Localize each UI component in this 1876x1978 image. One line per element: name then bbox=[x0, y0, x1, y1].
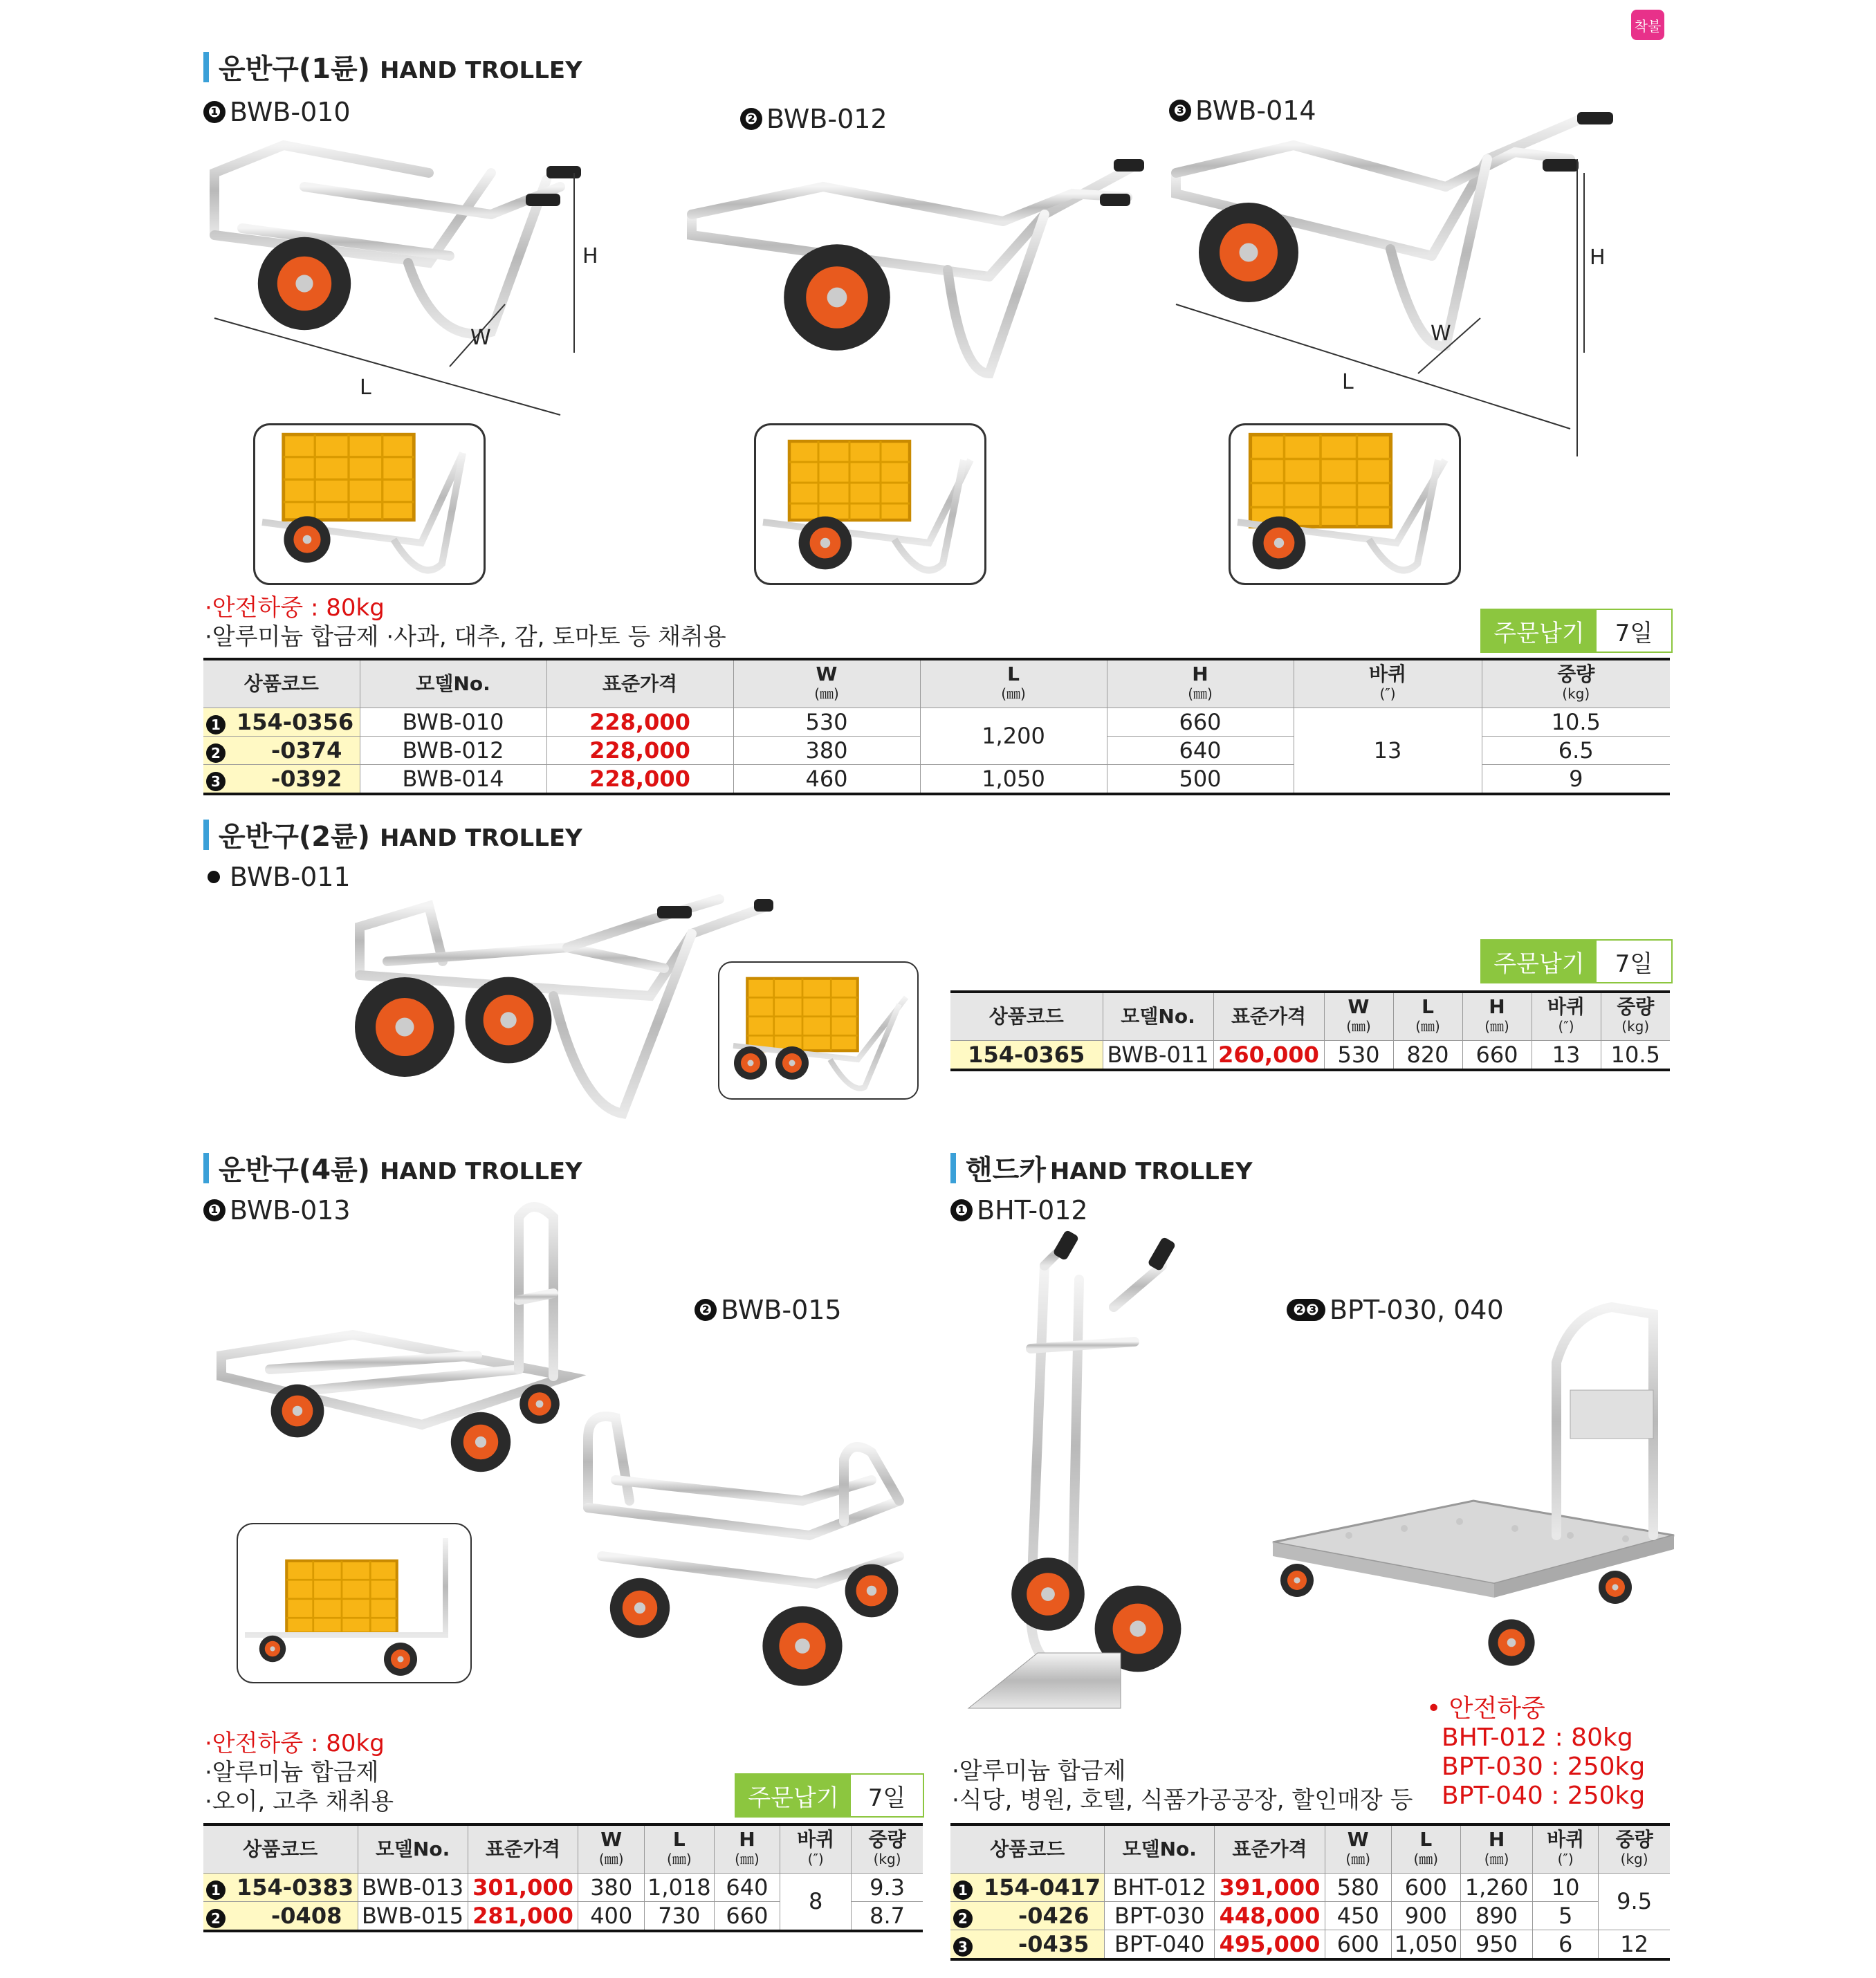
section-title-2wheel: 운반구(2륜) HAND TROLLEY bbox=[203, 815, 582, 854]
table-row: 3 -0435 BPT-040 495,000 600 1,050 950 6 12 bbox=[950, 1930, 1670, 1959]
table-row: 2 -0408 BWB-015 281,000 400 730 660 8.7 bbox=[203, 1901, 923, 1931]
spec-table-4wheel: 상품코드 모델No. 표준가격 W (㎜) L (㎜) H (㎜) 바퀴 (″) 중량 (kg) 1 154-0383 BWB-013 301,000 380 1,018 640 8 9.3 2 -0408 BWB-015 281,000 400 730 660 8.7 bbox=[203, 1823, 923, 1932]
section-title-4wheel: 운반구(4륜) HAND TROLLEY bbox=[203, 1148, 582, 1187]
trolley-bwb014-image bbox=[1169, 111, 1626, 463]
dim-h: H bbox=[1590, 246, 1606, 270]
model-label-bht012: ❶ BHT-012 bbox=[950, 1195, 1088, 1226]
inset-usage-photo-2 bbox=[754, 423, 986, 585]
trolley-bwb011-image bbox=[346, 892, 775, 1127]
dim-l: L bbox=[1342, 370, 1354, 394]
inset-usage-photo-bwb013 bbox=[237, 1523, 472, 1683]
trolley-bwb012-image bbox=[685, 138, 1155, 394]
delivery-time-3: 주문납기 7일 bbox=[735, 1773, 924, 1818]
title-en: HAND TROLLEY bbox=[379, 57, 582, 84]
title-ko: 운반구(1륜) bbox=[219, 53, 370, 85]
model-label-bwb015: ❷ BWB-015 bbox=[695, 1295, 842, 1325]
section-title-1wheel bbox=[203, 47, 582, 86]
table-row: 1 154-0417 BHT-012 391,000 580 600 1,260 10 9.5 bbox=[950, 1873, 1670, 1901]
title-bar bbox=[203, 820, 209, 850]
trolley-bwb015-image bbox=[581, 1397, 913, 1688]
table-row: 3 -0392 BWB-014 228,000 460 1,050 500 9 bbox=[203, 764, 1670, 794]
title-bar bbox=[950, 1153, 956, 1183]
model-label-3: ❸ BWB-014 bbox=[1169, 95, 1316, 126]
dim-l: L bbox=[360, 376, 371, 400]
cod-badge: 착불 bbox=[1631, 10, 1664, 40]
table-row: 2 -0374 BWB-012 228,000 380 640 6.5 bbox=[203, 736, 1670, 764]
spec-table-2wheel: 상품코드 모델No. 표준가격 W (㎜) L (㎜) H (㎜) 바퀴 (″) 중량 (kg) 154-0365 BWB-011 260,000 530 820 660 13 10.5 bbox=[950, 990, 1670, 1071]
table-row: 154-0365 BWB-011 260,000 530 820 660 13 10.5 bbox=[950, 1040, 1670, 1070]
model-label-2: ❷ BWB-012 bbox=[740, 104, 888, 134]
model-label-bwb013: ❶ BWB-013 bbox=[203, 1195, 351, 1226]
spec-table-1wheel: 상품코드 모델No. 표준가격 W (㎜) L (㎜) H (㎜) 바퀴 (″) 중량 (kg) 1 154-0356 BWB-010 228,000 530 1,200 660 13 10.5 2 -0374 BWB-012 228,000 380 640 6.5 3 -0392 BWB-014 228,000 460 1,050 500 9 bbox=[203, 658, 1670, 795]
dim-w: W bbox=[1431, 322, 1451, 346]
inset-usage-photo-3 bbox=[1229, 423, 1461, 585]
dim-h: H bbox=[582, 244, 598, 268]
platform-bpt-image bbox=[1266, 1293, 1695, 1694]
notes-1wheel: ·안전하중 : 80kg ·알루미늄 합금제 ·사과, 대추, 감, 토마토 등 채취용 bbox=[205, 594, 726, 651]
trolley-bwb010-image bbox=[201, 124, 598, 429]
inset-usage-photo-1 bbox=[253, 423, 486, 585]
title-bar bbox=[203, 52, 209, 82]
notes-handcart: ·알루미늄 합금제 ·식당, 병원, 호텔, 식품가공공장, 할인매장 등 bbox=[952, 1757, 1413, 1814]
inset-usage-photo-bwb011 bbox=[718, 961, 919, 1100]
delivery-time-1: 주문납기 7일 bbox=[1480, 609, 1673, 653]
spec-table-handcart: 상품코드 모델No. 표준가격 W (㎜) L (㎜) H (㎜) 바퀴 (″) 중량 (kg) 1 154-0417 BHT-012 391,000 580 600 1,260 10 9.5 2 -0426 BPT-030 448,000 450 900 890 5 3 -0435 BPT-040 495,000 600 1,050 950 6 12 bbox=[950, 1823, 1670, 1961]
model-label-1: ❶ BWB-010 bbox=[203, 97, 351, 127]
notes-4wheel: ·안전하중 : 80kg ·알루미늄 합금제 ·오이, 고추 채취용 bbox=[205, 1730, 394, 1815]
section-title-handcart: 핸드카 HAND TROLLEY bbox=[950, 1148, 1253, 1187]
dim-w: W bbox=[470, 326, 491, 350]
trolley-bwb013-image bbox=[214, 1190, 574, 1480]
model-label-bpt030-040: ❷❸ BPT-030, 040 bbox=[1287, 1295, 1504, 1325]
table-row: 1 154-0383 BWB-013 301,000 380 1,018 640 8 9.3 bbox=[203, 1873, 923, 1901]
title-bar bbox=[203, 1153, 209, 1183]
table-row: 2 -0426 BPT-030 448,000 450 900 890 5 bbox=[950, 1901, 1670, 1930]
table-row: 1 154-0356 BWB-010 228,000 530 1,200 660 13 10.5 bbox=[203, 708, 1670, 736]
handtruck-bht012-image bbox=[955, 1224, 1231, 1722]
delivery-time-2: 주문납기 7일 bbox=[1480, 939, 1673, 983]
safety-load-handcart: • 안전하중 BHT-012 : 80kg BPT-030 : 250kg BPT-040 : 250kg bbox=[1426, 1694, 1646, 1810]
model-label-bwb011: BWB-011 bbox=[208, 862, 351, 892]
